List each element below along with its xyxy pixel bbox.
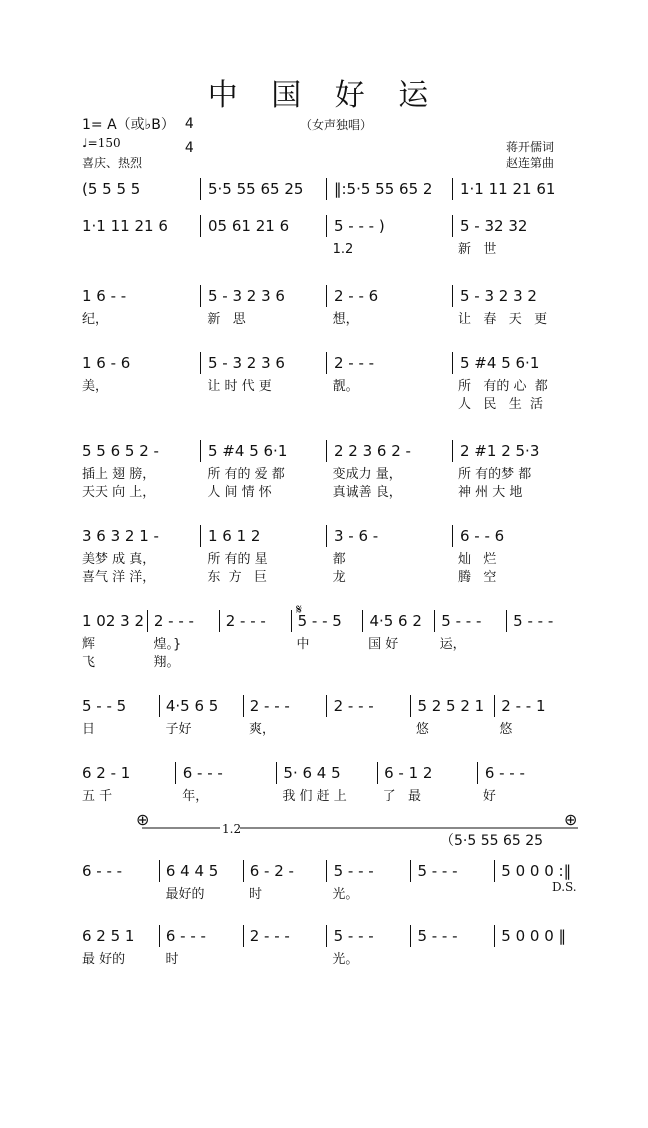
lyric-segment: 让 春 天 更 <box>457 312 548 327</box>
measure: 5 0 0 0 ‖ <box>501 927 567 945</box>
lyric-segment: 所 有的 心 都 <box>457 379 548 394</box>
measure: 05 61 21 6 <box>208 215 327 237</box>
lyric-segment: 纪， <box>82 312 109 327</box>
measure: 5 - 3 2 3 6 <box>208 352 327 374</box>
measure: 5 - 3 2 3 2 <box>460 287 537 305</box>
lyric-segment: 1.2 <box>332 242 354 257</box>
measure: 2 - - - <box>226 610 292 632</box>
measure: 6 4 4 5 <box>166 860 244 882</box>
lyric-segment: 辉 <box>82 637 96 652</box>
lyric-segment: 五 千 <box>82 789 113 804</box>
measure: 5 - - - ) <box>334 215 453 237</box>
mood: 喜庆、热烈 <box>82 156 143 170</box>
lyric-segment: 年， <box>182 789 209 804</box>
measure: 5 - - - <box>417 860 495 882</box>
lyric-segment: 腾 空 <box>457 570 497 585</box>
measure: 6 2 5 1 <box>82 925 160 947</box>
measure: 6 - - - <box>82 860 160 882</box>
measure: 5 - - - <box>334 925 412 947</box>
lyric-segment: 都 <box>332 552 346 567</box>
lyric-segment: 想， <box>332 312 359 327</box>
lyric-segment: 人 民 生 活 <box>457 397 544 412</box>
measure: 2 - - 6 <box>334 285 453 307</box>
measure: 5 - - 5 <box>82 695 160 717</box>
measure: 2 - - - <box>334 695 412 717</box>
lyric-segment: 真诚善 良， <box>332 485 402 500</box>
measure: 1·1 11 21 61 <box>460 180 556 198</box>
lyric-segment: 新 世 <box>457 242 497 257</box>
lyric-segment: 靓。 <box>332 379 359 394</box>
volta-bracket-label: 1.2 <box>222 822 242 836</box>
measure: 4·5 6 5 <box>166 695 244 717</box>
lyric-segment: 最好的 <box>165 887 205 902</box>
lyric-segment: 天天 向 上， <box>82 485 156 500</box>
segno-mark: 𝄋 <box>296 602 303 618</box>
lyric-segment: 灿 烂 <box>457 552 497 567</box>
measure: 6 2 - 1 <box>82 762 176 784</box>
measure: 5 - - - <box>441 610 507 632</box>
lyric-segment: 子好 <box>165 722 192 737</box>
measure: 3 6 3 2 1 - <box>82 525 201 547</box>
lyric-segment: 龙 <box>332 570 346 585</box>
lyric-segment: 光。 <box>332 952 359 967</box>
lyric-segment: 好 <box>482 789 496 804</box>
lyric-segment: 美梦 成 真， <box>82 552 156 567</box>
lyric-segment: 东 方 巨 <box>207 570 267 585</box>
measure: 5 #4 5 6·1 <box>460 354 540 372</box>
measure: 5 - 3 2 3 6 <box>208 285 327 307</box>
measure: 1 6 1 2 <box>208 525 327 547</box>
measure: 2 2 3 6 2 - <box>334 440 453 462</box>
coda-intro: （5·5 55 65 25 <box>440 833 544 849</box>
key-signature: 1= A（或♭B） <box>82 117 175 133</box>
lyric-segment: 所 有的 爱 都 <box>207 467 285 482</box>
page-title: 中 国 好 运 <box>207 78 441 113</box>
lyric-segment: 翔。 <box>153 655 180 670</box>
lyric-segment: 时 <box>165 952 179 967</box>
lyric-segment: 悠 <box>499 722 513 737</box>
measure: 6 - 1 2 <box>384 762 478 784</box>
coda-mark-left: ⊕ <box>136 810 150 829</box>
lyric-segment: 我 们 赶 上 <box>282 789 347 804</box>
lyric-segment: 人 间 情 怀 <box>207 485 272 500</box>
measure: 5 #4 5 6·1 <box>208 440 327 462</box>
lyric-segment: 时 <box>248 887 262 902</box>
lyric-segment: 煌。} <box>153 637 182 652</box>
measure: 5 - - - <box>334 860 412 882</box>
measure: (5 5 5 5 <box>82 178 201 200</box>
time-top: 4 <box>184 116 194 132</box>
lyric-segment: 所 有的梦 都 <box>457 467 532 482</box>
lyric-segment: 最 好的 <box>82 952 126 967</box>
measure: 5· 6 4 5 <box>283 762 377 784</box>
measure: 5 - 32 32 <box>460 217 528 235</box>
measure: 2 - - - <box>250 925 328 947</box>
lyric-segment: 了 最 <box>382 789 422 804</box>
measure: 4·5 6 2 <box>369 610 435 632</box>
measure: 5 - - 5 <box>298 610 364 632</box>
lyric-segment: 新 思 <box>207 312 246 327</box>
lyric-segment: 悠 <box>415 722 429 737</box>
tempo: ♩=150 <box>82 136 121 150</box>
lyricist: 蒋开儒词 <box>506 140 555 154</box>
measure: 5 0 0 0 :‖ <box>501 862 572 880</box>
subtitle: （女声独唱） <box>300 118 373 132</box>
measure: 6 - - - <box>484 764 525 782</box>
time-bottom: 4 <box>184 140 194 156</box>
measure: 6 - - - <box>183 762 277 784</box>
lyric-segment: 神 州 大 地 <box>457 485 523 500</box>
measure: 1 6 - 6 <box>82 352 201 374</box>
lyric-segment: 中 <box>296 637 310 652</box>
measure: 5 - - - <box>513 612 554 630</box>
measure: 2 - - - <box>154 610 220 632</box>
measure: 2 #1 2 5·3 <box>460 442 540 460</box>
lyric-segment: 插上 翅 膀， <box>82 467 156 482</box>
lyric-segment: 美， <box>82 379 109 394</box>
composer: 赵连第曲 <box>506 156 555 170</box>
lyric-segment: 运， <box>439 637 466 652</box>
lyric-segment: 飞 <box>82 655 96 670</box>
coda-mark-right: ⊕ <box>564 810 578 829</box>
measure: 6 - - - <box>166 925 244 947</box>
lyric-segment: 光。 <box>332 887 359 902</box>
measure: 1·1 11 21 6 <box>82 215 201 237</box>
measure: 2 - - - <box>334 352 453 374</box>
lyric-segment: 国 好 <box>368 637 399 652</box>
measure: 2 - - 1 <box>501 697 546 715</box>
ds-mark: D.S. <box>552 880 577 894</box>
lyric-segment: 变成力 量， <box>332 467 402 482</box>
measure: 5 2 5 2 1 <box>417 695 495 717</box>
measure: 3 - 6 - <box>334 525 453 547</box>
measure: 5 - - - <box>417 925 495 947</box>
lyric-segment: 日 <box>82 722 96 737</box>
measure: 6 - - 6 <box>460 527 505 545</box>
measure: 1 6 - - <box>82 285 201 307</box>
lyric-segment: 所 有的 星 <box>207 552 268 567</box>
measure: 5 5 6 5 2 - <box>82 440 201 462</box>
measure: 5·5 55 65 25 <box>208 178 327 200</box>
measure: 6 - 2 - <box>250 860 328 882</box>
measure: 2 - - - <box>250 695 328 717</box>
lyric-segment: 爽， <box>248 722 275 737</box>
lyric-segment: 让 时 代 更 <box>207 379 272 394</box>
measure: ‖:5·5 55 65 2 <box>334 178 453 200</box>
measure: 1 02 3 2 <box>82 610 148 632</box>
lyric-segment: 喜气 洋 洋， <box>82 570 156 585</box>
